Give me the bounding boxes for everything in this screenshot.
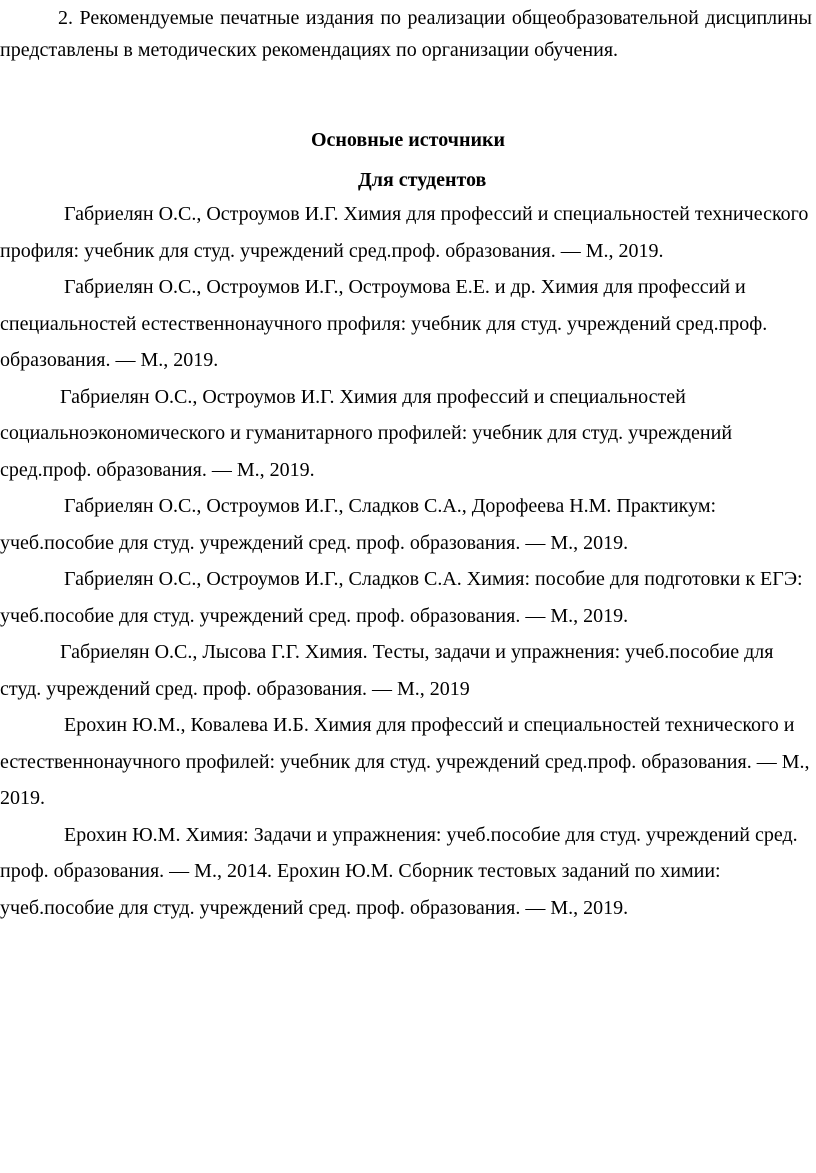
reference-item: Габриелян О.С., Остроумов И.Г. Химия для профессий и специальностей технического профиля: учебник для студ. учреждений сред.проф. образования. — М., 2019.	[0, 203, 809, 262]
reference-item: Ерохин Ю.М. Химия: Задачи и упражнения: учеб.пособие для студ. учреждений сред. проф. образования. — М., 2014. Ерохин Ю.М. Сборник тестовых заданий по химии: учеб.пособие для студ. учреждений сред. проф. образования. — М., 2019.	[0, 823, 798, 919]
intro-paragraph: 2. Рекомендуемые печатные издания по реализации общеобразовательной дисциплины представлены в методических рекомендациях по организации обучения.	[0, 7, 812, 61]
reference-item: Габриелян О.С., Остроумов И.Г. Химия для профессий и специальностей социальноэкономического и гуманитарного профилей: учебник для студ. учреждений сред.проф. образования. — М., 2019.	[0, 385, 733, 481]
reference-list	[0, 196, 812, 926]
section-heading: Основные источники	[310, 129, 506, 151]
reference-item: Габриелян О.С., Остроумов И.Г., Остроумова Е.Е. и др. Химия для профессий и специальностей естественнонаучного профиля: учебник для студ. учреждений сред.проф. образования. — М., 2019.	[0, 276, 768, 371]
subsection-heading: Для студентов	[358, 169, 487, 191]
reference-item: Габриелян О.С., Остроумов И.Г., Сладков С.А. Химия: пособие для подготовки к ЕГЭ: учеб.пособие для студ. учреждений сред. проф. образования. — М., 2019.	[0, 568, 803, 627]
reference-item: Ерохин Ю.М., Ковалева И.Б. Химия для профессий и специальностей технического и естественнонаучного профилей: учебник для студ. учреждений сред.проф. образования. — М., 2019.	[0, 714, 810, 809]
reference-item: Габриелян О.С., Лысова Г.Г. Химия. Тесты, задачи и упражнения: учеб.пособие для студ. учреждений сред. проф. образования. — М., 2019	[0, 641, 774, 700]
reference-item: Габриелян О.С., Остроумов И.Г., Сладков С.А., Дорофеева Н.М. Практикум: учеб.пособие для студ. учреждений сред. проф. образования. — М., 2019.	[0, 495, 717, 554]
